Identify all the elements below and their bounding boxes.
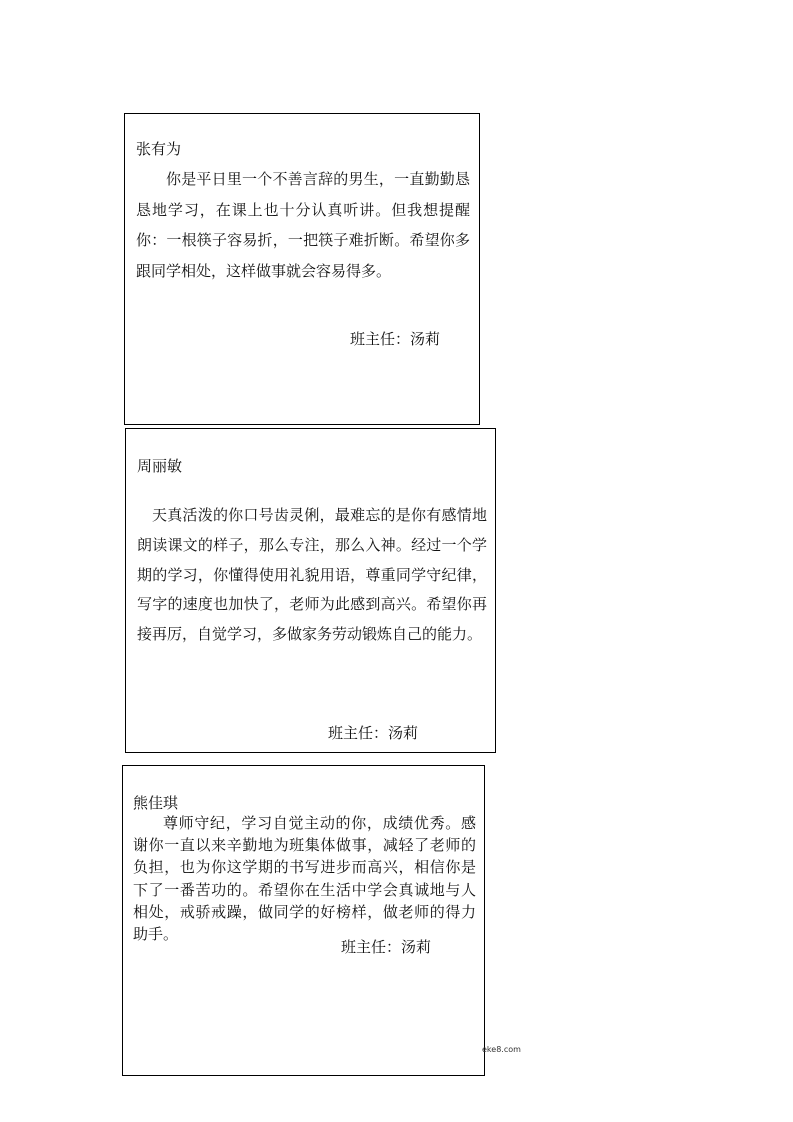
student-name: 熊佳琪 [133,794,179,812]
student-name: 张有为 [136,140,182,158]
comment-text: 你是平日里一个不善言辞的男生，一直勤勤恳恳地学习，在课上也十分认真听讲。但我想提醒你：一根筷子容易折，一把筷子难折断。希望你多跟同学相处，这样做事就会容易得多。 [136,170,470,280]
teacher-signature: 班主任：汤莉 [350,330,441,348]
teacher-signature: 班主任：汤莉 [341,938,432,956]
comment-card-1 [124,113,480,425]
comment-text: 尊师守纪，学习自觉主动的你，成绩优秀。感谢你一直以来辛勤地为班集体做事，减轻了老师的负担，也为你这学期的书写进步而高兴，相信你是下了一番苦功的。希望你在生活中学会真诚地与人相处，戒骄戒躁，做同学的好榜样，做老师的得力助手。 [133,814,476,944]
teacher-signature: 班主任：汤莉 [328,724,419,742]
comment-card-3 [122,765,485,1076]
comment-card-2 [125,428,496,753]
comment-text: 天真活泼的你口号齿灵俐，最难忘的是你有感情地朗读课文的样子，那么专注，那么入神。经过一个学期的学习，你懂得使用礼貌用语，尊重同学守纪律，写字的速度也加快了，老师为此感到高兴。希望你再接再厉，自觉学习，多做家务劳动锻炼自己的能力。 [137,506,487,644]
student-name: 周丽敏 [137,457,183,475]
watermark: eke8.com [482,1045,521,1054]
